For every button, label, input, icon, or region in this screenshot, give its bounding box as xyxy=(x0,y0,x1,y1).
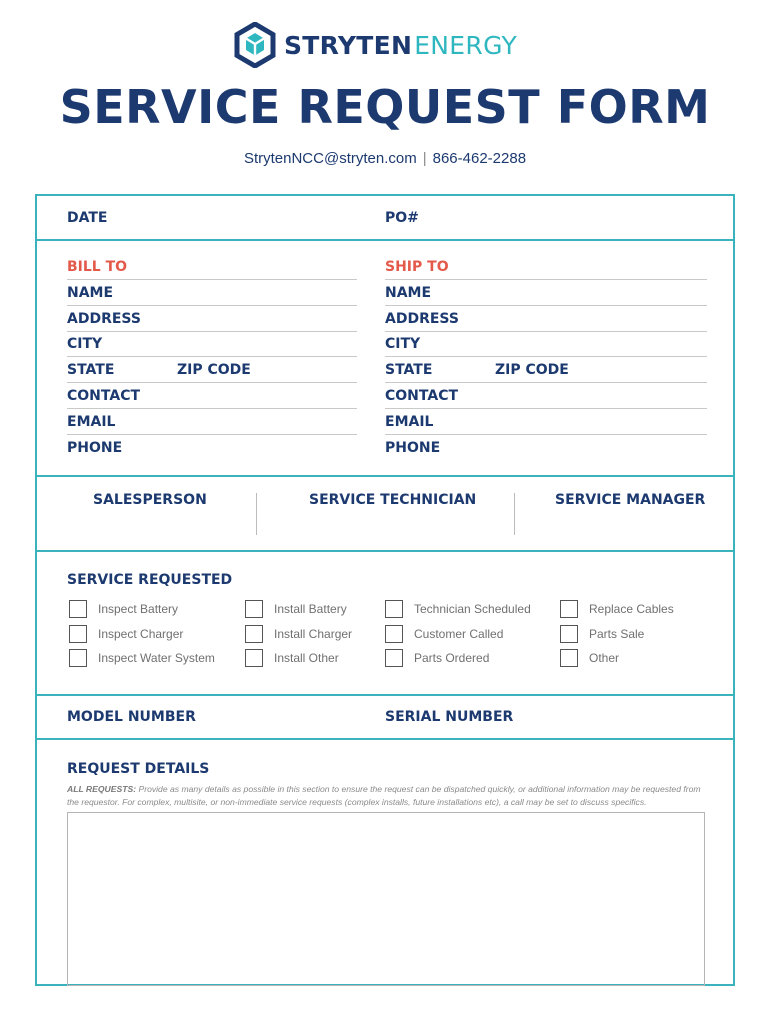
model-number-label: MODEL NUMBER xyxy=(67,709,196,725)
checkbox-install-charger[interactable] xyxy=(245,625,352,643)
service-requested-section xyxy=(37,552,733,696)
checkbox[interactable] xyxy=(385,600,403,618)
request-details-textbox[interactable] xyxy=(67,812,705,986)
ship-to-state-label: STATE xyxy=(385,362,433,378)
checkbox-label: Parts Ordered xyxy=(414,651,490,665)
checkbox-label: Inspect Battery xyxy=(98,602,179,616)
checkbox-inspect-charger[interactable] xyxy=(69,625,183,643)
bill-to-name-line[interactable] xyxy=(67,305,357,306)
po-label: PO# xyxy=(385,210,419,226)
ship-to-zip-label: ZIP CODE xyxy=(495,362,569,378)
brand-name-bold: STRYTEN xyxy=(284,30,413,60)
ship-to-city-line[interactable] xyxy=(385,356,707,357)
model-serial-section xyxy=(37,696,733,740)
bill-to-city-label: CITY xyxy=(67,336,103,352)
brand-logo xyxy=(234,22,517,68)
checkbox-label: Other xyxy=(589,651,620,665)
request-details-note xyxy=(67,783,707,808)
ship-to-address-line[interactable] xyxy=(385,331,707,332)
ship-to-state-zip-line[interactable] xyxy=(385,382,707,383)
checkbox-label: Customer Called xyxy=(414,627,504,641)
checkbox-parts-sale[interactable] xyxy=(560,625,644,643)
bill-to-city-line[interactable] xyxy=(67,356,357,357)
ship-to-contact-line[interactable] xyxy=(385,408,707,409)
checkbox-label: Inspect Charger xyxy=(98,627,184,641)
contact-separator: | xyxy=(422,150,427,167)
bill-to-email-line[interactable] xyxy=(67,434,357,435)
checkbox[interactable] xyxy=(245,625,263,643)
bill-to-heading: BILL TO xyxy=(67,259,128,275)
bill-to-state-label: STATE xyxy=(67,362,115,378)
service-manager-label: SERVICE MANAGER xyxy=(555,492,706,508)
checkbox-install-battery[interactable] xyxy=(245,600,347,618)
note-text: Provide as many details as possible in this section to ensure the request can be dispatched quickly, or additional information may be requested from the requestor. For complex, multisite, or non-immediate service requests (complex installs, future installations etc), a call may be set to discuss specifics. xyxy=(67,784,701,807)
checkbox[interactable] xyxy=(69,649,87,667)
checkbox[interactable] xyxy=(560,625,578,643)
checkbox-label: Technician Scheduled xyxy=(414,602,531,616)
checkbox-label: Install Charger xyxy=(274,627,353,641)
bill-to-zip-label: ZIP CODE xyxy=(177,362,251,378)
ship-to-heading-rule xyxy=(385,279,707,280)
checkbox[interactable] xyxy=(385,625,403,643)
ship-to-contact-label: CONTACT xyxy=(385,388,459,404)
checkbox-inspect-water-system[interactable] xyxy=(69,649,215,667)
date-po-section xyxy=(37,196,733,241)
checkbox[interactable] xyxy=(560,600,578,618)
checkbox-label: Install Other xyxy=(274,651,339,665)
checkbox[interactable] xyxy=(69,625,87,643)
ship-to-address-label: ADDRESS xyxy=(385,311,459,327)
checkbox-parts-ordered[interactable] xyxy=(385,649,489,667)
ship-to-phone-label: PHONE xyxy=(385,440,441,456)
salesperson-label: SALESPERSON xyxy=(93,492,207,508)
bill-to-email-label: EMAIL xyxy=(67,414,116,430)
staff-divider-2 xyxy=(514,493,515,535)
brand-name-light: ENERGY xyxy=(414,30,518,60)
staff-section xyxy=(37,477,733,552)
service-request-form xyxy=(35,194,735,986)
bill-to-phone-label: PHONE xyxy=(67,440,123,456)
brand-name xyxy=(284,30,518,60)
checkbox-label: Parts Sale xyxy=(589,627,645,641)
contact-email[interactable]: StrytenNCC@stryten.com xyxy=(243,150,417,167)
checkbox-technician-scheduled[interactable] xyxy=(385,600,531,618)
ship-to-name-label: NAME xyxy=(385,285,432,301)
staff-divider-1 xyxy=(256,493,257,535)
address-section xyxy=(37,241,733,477)
service-technician-label: SERVICE TECHNICIAN xyxy=(309,492,477,508)
bill-to-contact-label: CONTACT xyxy=(67,388,141,404)
contact-line xyxy=(0,150,770,167)
serial-number-label: SERIAL NUMBER xyxy=(385,709,514,725)
checkbox-label: Replace Cables xyxy=(589,602,674,616)
ship-to-heading: SHIP TO xyxy=(385,259,449,275)
contact-phone[interactable]: 866-462-2288 xyxy=(432,150,527,167)
service-requested-heading: SERVICE REQUESTED xyxy=(67,572,233,588)
bill-to-heading-rule xyxy=(67,279,357,280)
checkbox-customer-called[interactable] xyxy=(385,625,503,643)
request-details-heading: REQUEST DETAILS xyxy=(67,761,210,777)
checkbox[interactable] xyxy=(69,600,87,618)
checkbox-inspect-battery[interactable] xyxy=(69,600,178,618)
ship-to-name-line[interactable] xyxy=(385,305,707,306)
ship-to-email-line[interactable] xyxy=(385,434,707,435)
checkbox-other[interactable] xyxy=(560,649,619,667)
checkbox[interactable] xyxy=(245,649,263,667)
page-title: SERVICE REQUEST FORM xyxy=(59,80,711,134)
date-label: DATE xyxy=(67,210,108,226)
checkbox[interactable] xyxy=(385,649,403,667)
checkbox-label: Install Battery xyxy=(274,602,347,616)
bill-to-address-line[interactable] xyxy=(67,331,357,332)
bill-to-address-label: ADDRESS xyxy=(67,311,141,327)
bill-to-state-zip-line[interactable] xyxy=(67,382,357,383)
request-details-section xyxy=(37,740,733,984)
note-lead: ALL REQUESTS: xyxy=(67,784,137,794)
ship-to-email-label: EMAIL xyxy=(385,414,434,430)
checkbox-label: Inspect Water System xyxy=(98,651,215,665)
bill-to-contact-line[interactable] xyxy=(67,408,357,409)
stryten-hexagon-logo-icon xyxy=(234,22,276,68)
checkbox-replace-cables[interactable] xyxy=(560,600,674,618)
checkbox-install-other[interactable] xyxy=(245,649,339,667)
bill-to-name-label: NAME xyxy=(67,285,114,301)
checkbox[interactable] xyxy=(560,649,578,667)
ship-to-city-label: CITY xyxy=(385,336,421,352)
checkbox[interactable] xyxy=(245,600,263,618)
